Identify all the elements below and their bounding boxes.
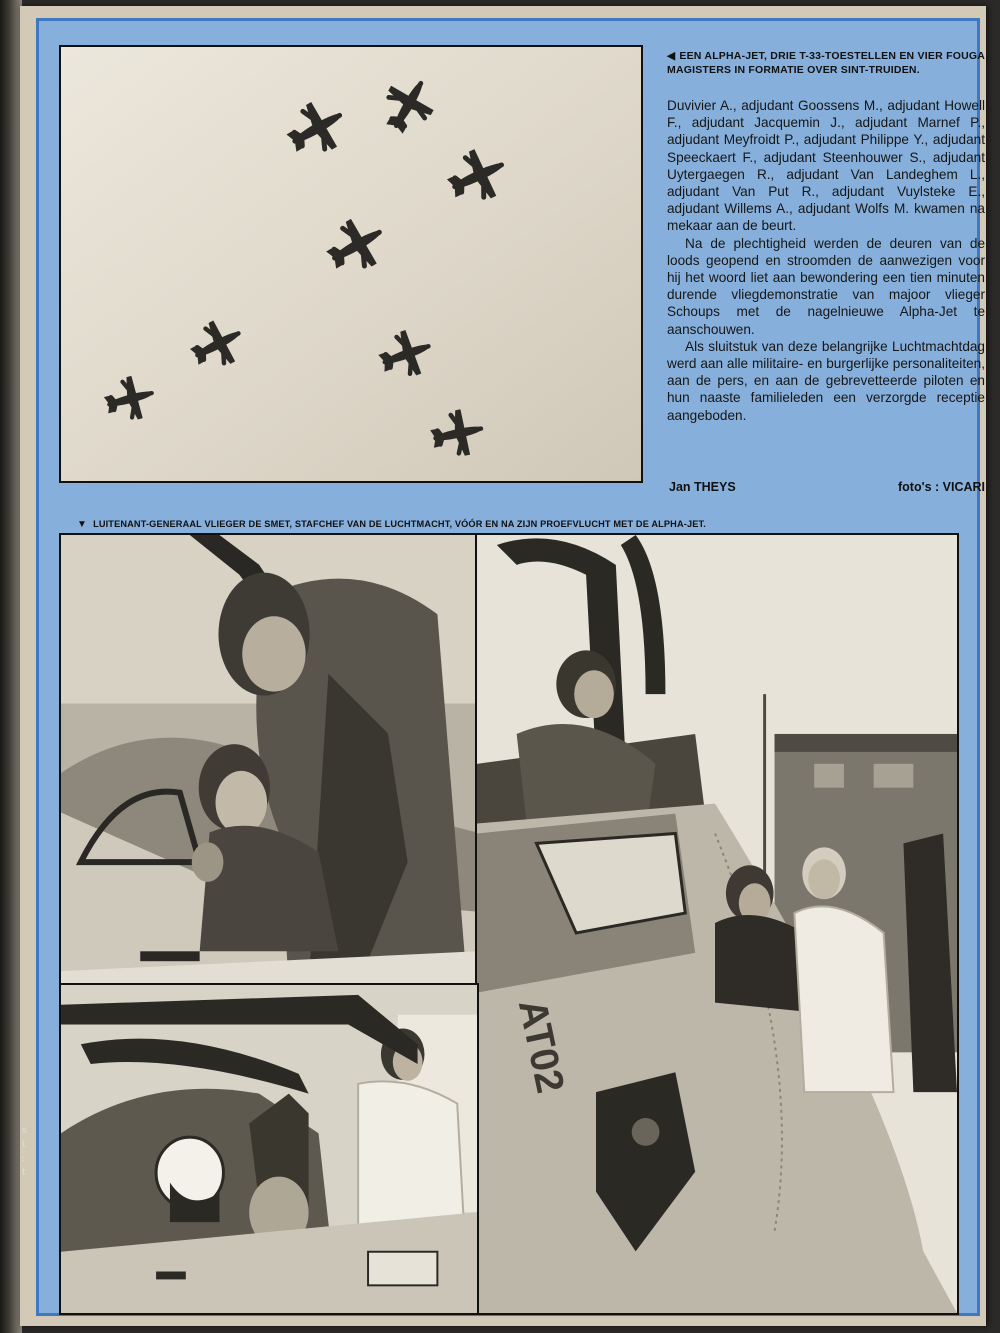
article-paragraph: Duvivier A., adjudant Goossens M., adjudant Howell F., adjudant Jacquemin J., adjudant Marnef P., adjudant Meyfroidt P., adjudant Philippe Y., adjudant Speeckaert F., adjudant Steenhouwer S., adjudant Uytergaegen R., adjudant Van Landeghem L., adjudant Van Put R., adjudant Vuylsteke E., adjudant Willems A., adjudant Wolfs M. kwamen na mekaar aan de beurt.	[667, 98, 985, 234]
previous-page-edge: s t : t	[22, 1126, 27, 1178]
aircraft-code: AT02	[509, 995, 573, 1097]
magazine-page	[20, 6, 986, 1326]
helmet-pilot-photo	[59, 983, 479, 1315]
article-text	[667, 97, 985, 424]
formation-photo	[59, 45, 643, 483]
cockpit-exit-photo	[475, 533, 959, 1315]
article-paragraph: Als sluitstuk van deze belangrijke Luchtmachtdag werd aan alle militaire- en burgerlijke personaliteiten, aan de pers, en aan de gebrevetteerde piloten en hun naaste familieleden een verzorgde receptie aangeboden.	[667, 338, 985, 423]
photo-credit: foto's : VICARI	[898, 480, 985, 494]
article-paragraph: Na de plechtigheid werden de deuren van de loods geopend en stroomden de aanwezigen voor hij het woord liet aan bewondering een tien minuten durende vliegdemonstratie van majoor vlieger Schoups met de nagelnieuwe Alpha-Jet te aanschouwen.	[667, 235, 985, 337]
formation-caption	[667, 49, 985, 77]
byline	[669, 480, 985, 494]
down-triangle-icon: ▼	[77, 519, 88, 530]
left-triangle-icon: ◀	[667, 50, 676, 62]
author-credit: Jan THEYS	[669, 480, 736, 494]
blue-content-panel	[36, 18, 985, 1316]
boarding-photo	[59, 533, 479, 987]
formation-caption-text: EEN ALPHA-JET, DRIE T-33-TOESTELLEN EN VIER FOUGA MAGISTERS IN FORMATIE OVER SINT-TRUIDEN.	[667, 50, 985, 76]
magazine-spine	[0, 0, 22, 1333]
cockpit-caption-text: LUITENANT-GENERAAL VLIEGER DE SMET, STAFCHEF VAN DE LUCHTMACHT, VÓÓR EN NA ZIJN PROEFVLUCHT MET DE ALPHA-JET.	[93, 519, 706, 529]
cockpit-caption	[77, 519, 977, 530]
